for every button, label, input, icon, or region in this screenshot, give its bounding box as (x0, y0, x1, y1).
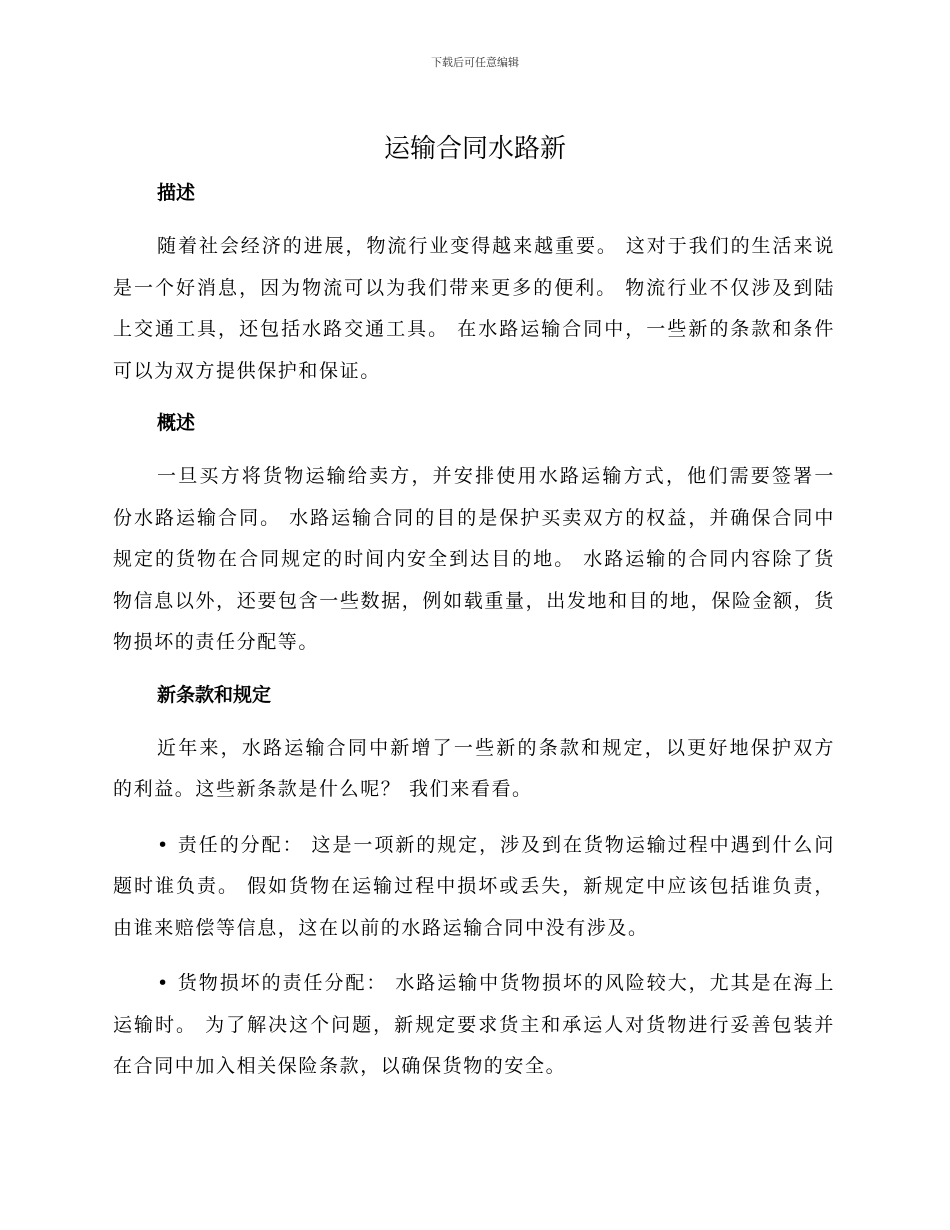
paragraph-overview: 一旦买方将货物运输给卖方，并安排使用水路运输方式，他们需要签署一份水路运输合同。 水路运输合同的目的是保护买卖双方的权益，并确保合同中规定的货物在合同规定的时间内安全到达目的地。 水路运输的合同内容除了货物信息以外，还要包含一些数据，例如载重量，出发地和目的地，保险金额，货物损坏的责任分配等。 (113, 465, 835, 653)
paragraph-description: 随着社会经济的进展，物流行业变得越来越重要。 这对于我们的生活来说是一个好消息，因为物流可以为我们带来更多的便利。 物流行业不仅涉及到陆上交通工具，还包括水路交通工具。 在水路运输合同中，一些新的条款和条件可以为双方提供保护和保证。 (113, 235, 835, 382)
section-heading-overview: 概述 (157, 412, 196, 434)
paragraph-liability-allocation: • 责任的分配： 这是一项新的规定，涉及到在货物运输过程中遇到什么问题时谁负责。 假如货物在运输过程中损坏或丢失，新规定中应该包括谁负责，由谁来赔偿等信息，这在以前的水路运输合同中没有涉及。 (113, 833, 835, 939)
document-title: 运输合同水路新 (383, 134, 566, 164)
paragraph-damage-liability: • 货物损坏的责任分配： 水路运输中货物损坏的风险较大，尤其是在海上运输时。 为了解决这个问题，新规定要求货主和承运人对货物进行妥善包装并在合同中加入相关保险条款，以确保货物的安全。 (113, 972, 835, 1077)
page-header-note: 下载后可任意编辑 (431, 56, 519, 69)
section-heading-new-terms: 新条款和规定 (157, 683, 272, 706)
section-heading-description: 描述 (157, 182, 196, 204)
document-body (113, 178, 835, 1088)
paragraph-new-terms-intro: 近年来，水路运输合同中新增了一些新的条款和规定，以更好地保护双方的利益。这些新条款是什么呢？ 我们来看看。 (113, 736, 835, 800)
